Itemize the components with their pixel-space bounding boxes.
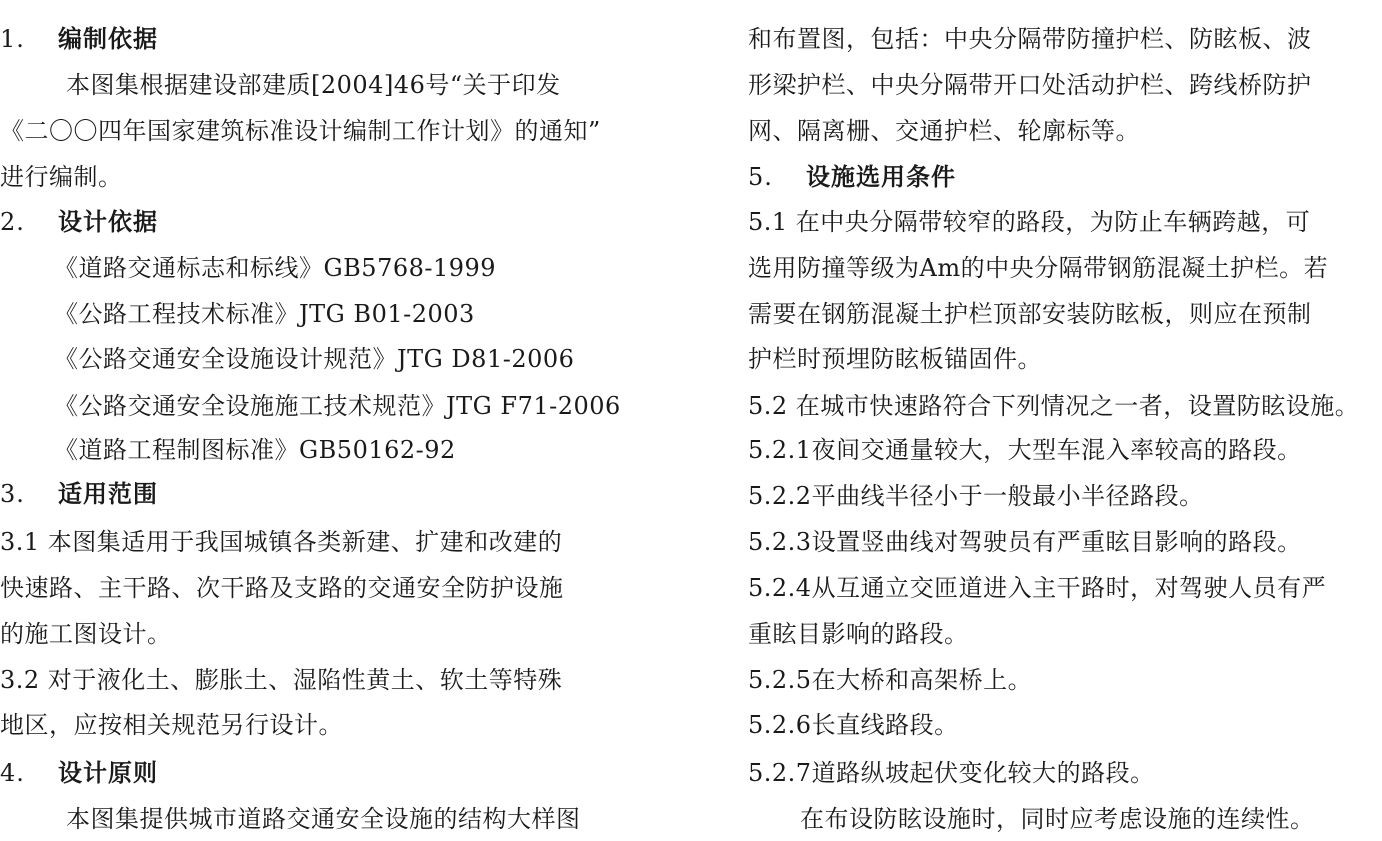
standard-reference: 《公路交通安全设施设计规范》JTG D81-2006: [54, 345, 575, 373]
paragraph-line: 在布设防眩设施时，同时应考虑设施的连续性。: [800, 805, 1315, 833]
standard-reference: 《道路交通标志和标线》GB5768-1999: [54, 254, 497, 282]
section-1-heading: [0, 17, 158, 61]
list-item: 5.2.7道路纵坡起伏变化较大的路段。: [748, 759, 1155, 787]
paragraph-line: 地区，应按相关规范另行设计。: [0, 711, 343, 739]
section-number: 1.: [0, 25, 25, 53]
left-column: [0, 0, 680, 841]
list-item: 5.2.1夜间交通量较大，大型车混入率较高的路段。: [748, 436, 1302, 464]
list-item: 重眩目影响的路段。: [748, 620, 969, 648]
paragraph-line: 进行编制。: [0, 163, 123, 191]
standard-reference: 《公路交通安全设施施工技术规范》JTG F71-2006: [54, 392, 621, 420]
paragraph-line: 网、隔离栅、交通护栏、轮廓标等。: [748, 117, 1140, 145]
list-item: 5.2.2平曲线半径小于一般最小半径路段。: [748, 482, 1204, 510]
paragraph-line: 3.2 对于液化土、膨胀土、湿陷性黄土、软土等特殊: [0, 666, 563, 694]
section-5-heading: [748, 155, 956, 199]
section-number: 3.: [0, 480, 25, 508]
list-item: 5.2.3设置竖曲线对驾驶员有严重眩目影响的路段。: [748, 528, 1302, 556]
standard-reference: 《公路工程技术标准》JTG B01-2003: [54, 300, 475, 328]
paragraph-line: 5.1 在中央分隔带较窄的路段，为防止车辆跨越，可: [748, 208, 1311, 236]
standard-reference: 《道路工程制图标准》GB50162-92: [54, 436, 456, 464]
list-item: 5.2.4从互通立交匝道进入主干路时，对驾驶人员有严: [748, 574, 1327, 602]
paragraph-line: 《二〇〇四年国家建筑标准设计编制工作计划》的通知”: [0, 117, 601, 145]
list-item: 5.2.6长直线路段。: [748, 711, 959, 739]
paragraph-line: 选用防撞等级为Am的中央分隔带钢筋混凝土护栏。若: [748, 254, 1329, 282]
paragraph-line: 护栏时预埋防眩板锚固件。: [748, 345, 1042, 373]
paragraph-line: 的施工图设计。: [0, 620, 172, 648]
paragraph-line: 本图集根据建设部建质[2004]46号“关于印发: [66, 71, 561, 99]
paragraph-line: 需要在钢筋混凝土护栏顶部安装防眩板，则应在预制: [748, 300, 1312, 328]
list-item: 5.2.5在大桥和高架桥上。: [748, 666, 1033, 694]
section-number: 2.: [0, 208, 25, 236]
paragraph-line: 形梁护栏、中央分隔带开口处活动护栏、跨线桥防护: [748, 71, 1312, 99]
paragraph-line: 本图集提供城市道路交通安全设施的结构大样图: [66, 805, 581, 833]
section-title: 设施选用条件: [806, 163, 956, 191]
section-title: 设计依据: [58, 208, 158, 236]
section-number: 5.: [748, 163, 773, 191]
section-3-heading: [0, 472, 158, 516]
section-title: 设计原则: [58, 759, 158, 787]
paragraph-line: 快速路、主干路、次干路及支路的交通安全防护设施: [0, 574, 564, 602]
section-title: 编制依据: [58, 25, 158, 53]
paragraph-line: 3.1 本图集适用于我国城镇各类新建、扩建和改建的: [0, 528, 563, 556]
section-number: 4.: [0, 759, 25, 787]
section-2-heading: [0, 200, 158, 244]
right-column: [748, 0, 1382, 841]
paragraph-line: 和布置图，包括：中央分隔带防撞护栏、防眩板、波: [748, 25, 1312, 53]
section-title: 适用范围: [58, 480, 158, 508]
paragraph-line: 5.2 在城市快速路符合下列情况之一者，设置防眩设施。: [748, 392, 1360, 420]
section-4-heading: [0, 751, 158, 795]
